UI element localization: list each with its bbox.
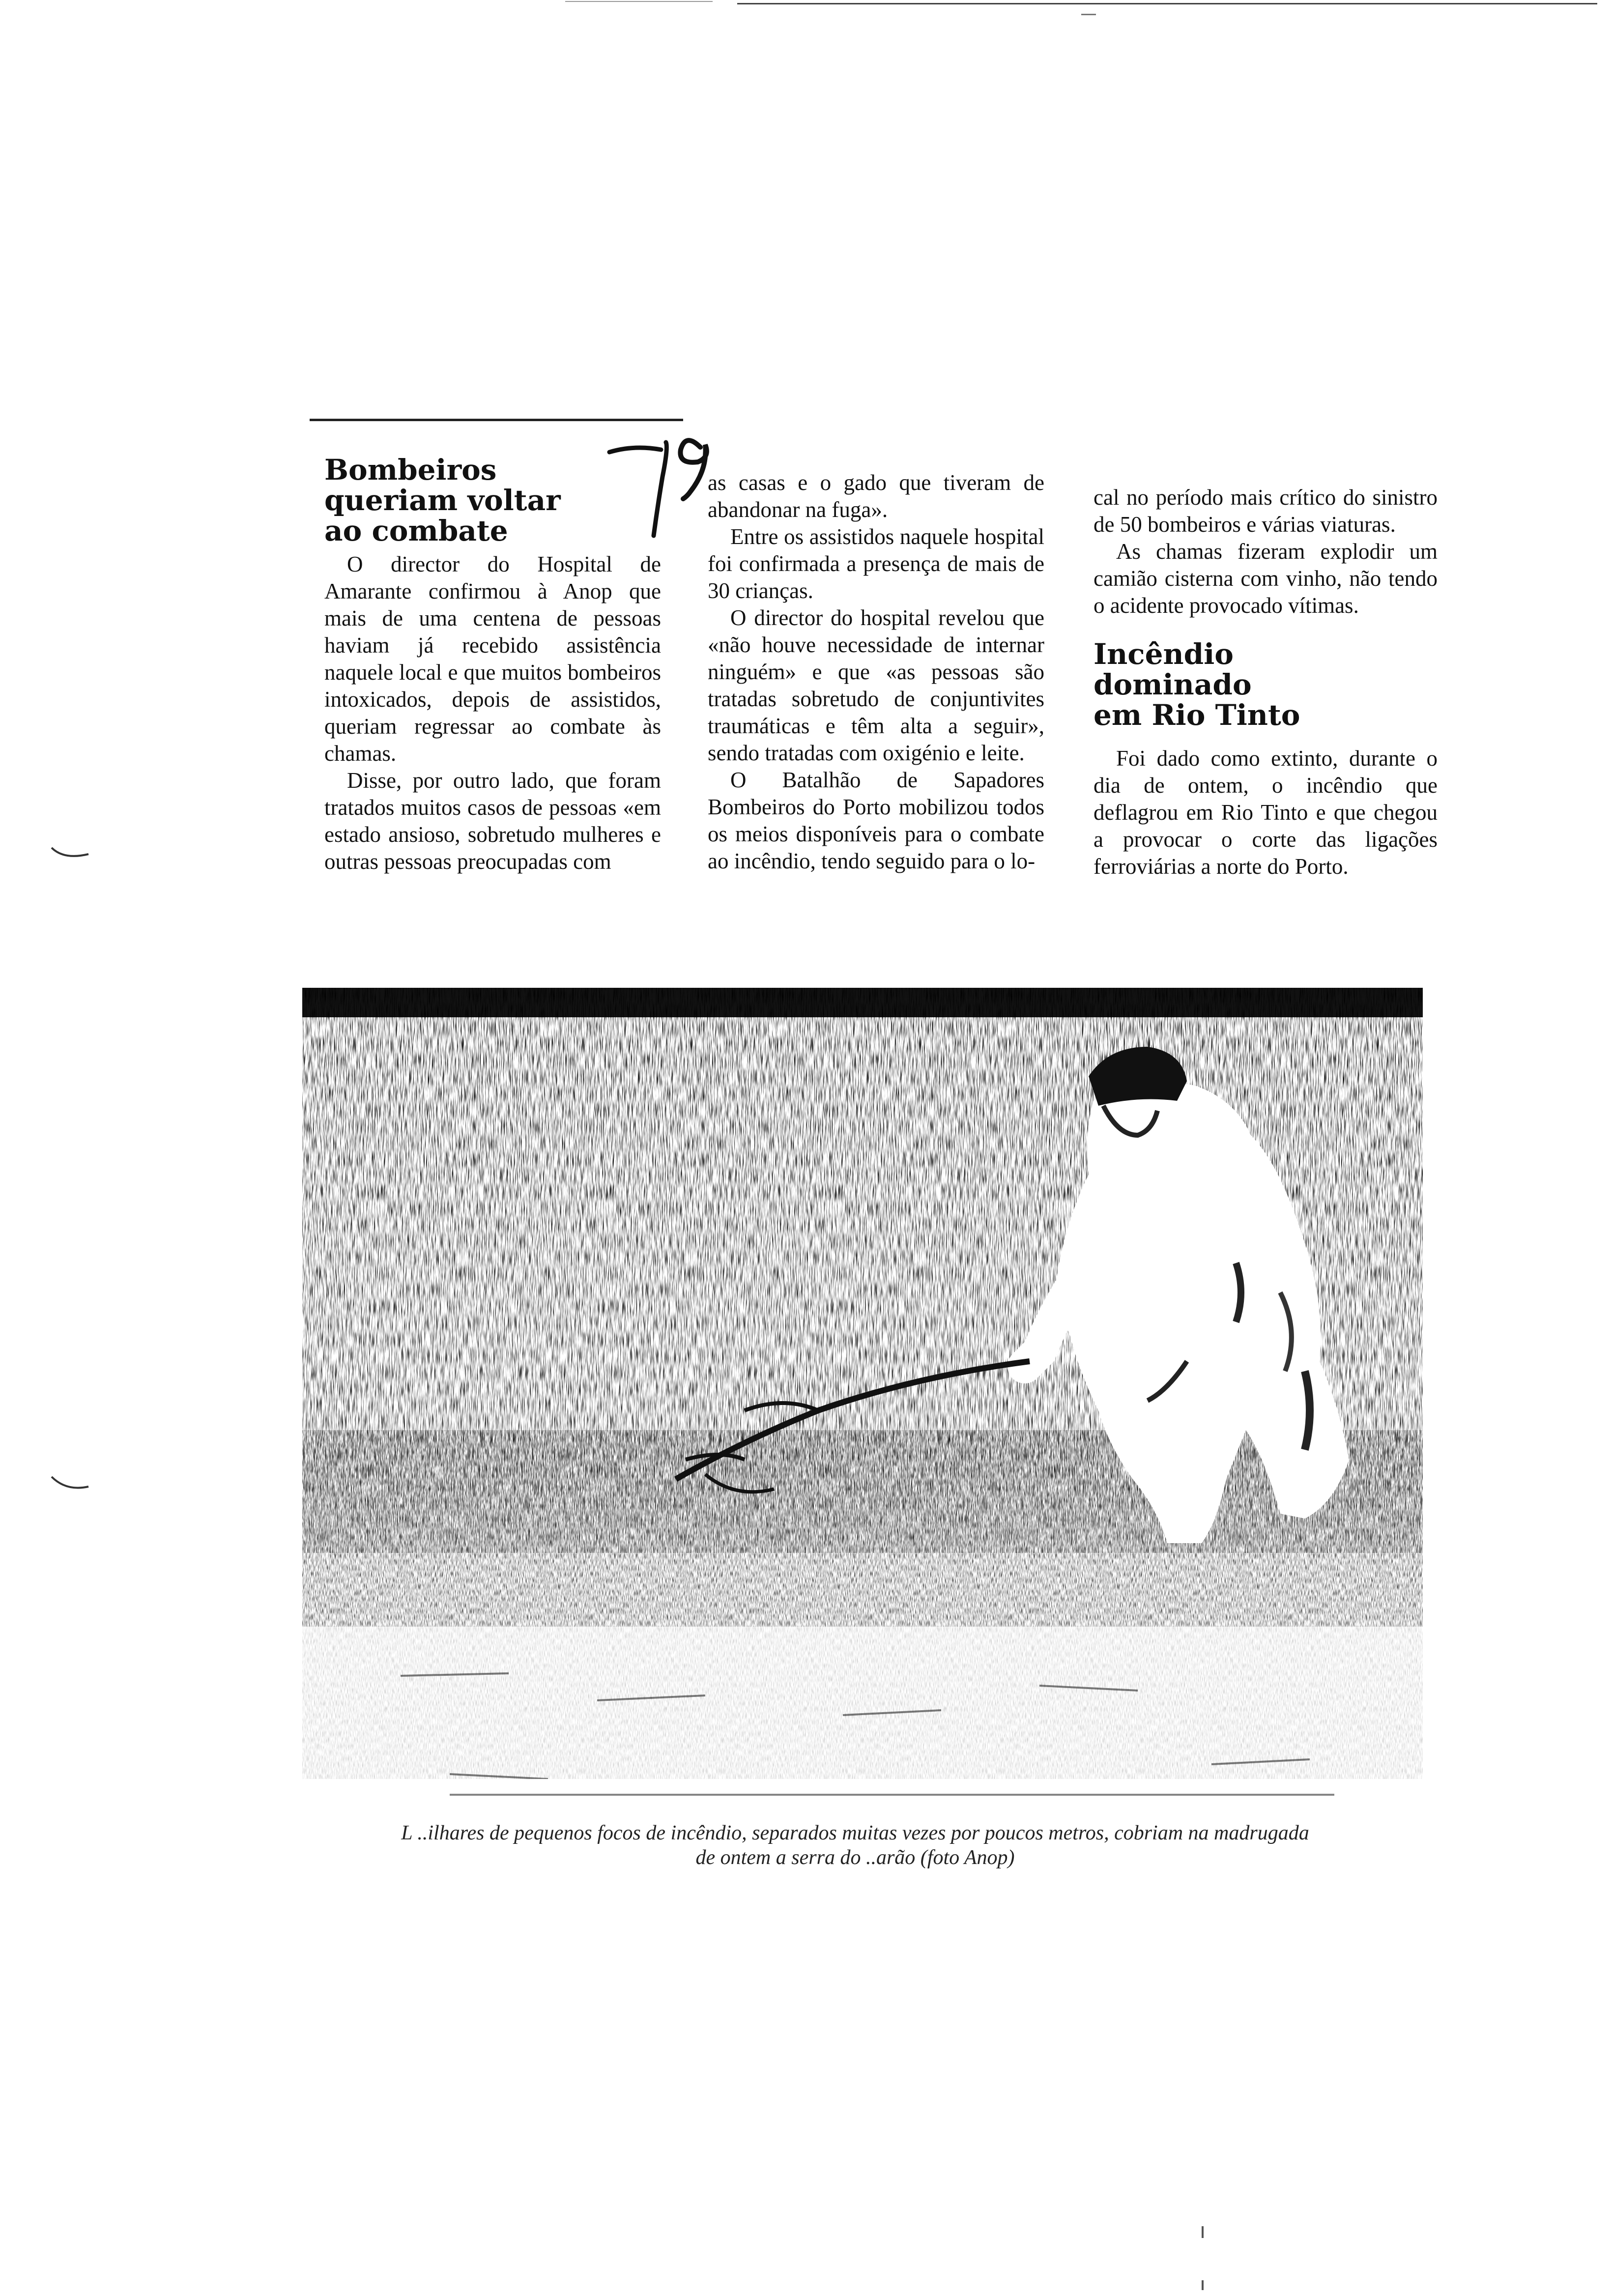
article-rule	[310, 419, 683, 421]
margin-mark	[49, 1474, 93, 1494]
headline-bombeiros	[324, 455, 661, 546]
caption-line: de ontem a serra do ..arão (foto Anop)	[695, 1846, 1015, 1869]
paragraph: As chamas fizeram explodir um camião cisterna com vinho, não tendo o acidente provocado vítimas.	[1094, 539, 1438, 618]
paragraph: O director do Hospital de Amarante confirmou à Anop que mais de uma centena de pessoas haviam já recebido assistência naquele local e que muitos bombeiros intoxicados, depois de assistidos, queriam regressar ao combate às chamas.	[324, 552, 661, 766]
paragraph: Foi dado como extinto, durante o dia de ontem, o incêndio que deflagrou em Rio Tinto e que chegou a provocar o corte das ligações ferroviárias a norte do Porto.	[1094, 746, 1438, 879]
paragraph: Disse, por outro lado, que foram tratados muitos casos de pessoas «em estado ansioso, sobretudo mulheres e outras pessoas preocupadas com	[324, 768, 661, 874]
paragraph: Entre os assistidos naquele hospital foi confirmada a presença de mais de 30 crianças.	[708, 524, 1044, 603]
headline-line: Bombeiros	[324, 453, 497, 487]
headline-line: ao combate	[324, 514, 508, 547]
paragraph: as casas e o gado que tiveram de abandonar na fuga».	[708, 470, 1044, 522]
photo-image	[302, 988, 1423, 1818]
paragraph: O director do hospital revelou que «não houve necessidade de internar ninguém» e que «as pessoas são tratadas sobretudo de conjuntivites traumáticas e têm alta a seguir», sendo tratadas com oxigénio e leite.	[708, 605, 1044, 765]
paragraph: O Batalhão de Sapadores Bombeiros do Porto mobilizou todos os meios disponíveis para o combate ao incêndio, tendo seguido para o lo-	[708, 768, 1044, 873]
photo-caption	[275, 1821, 1435, 1870]
margin-mark	[49, 845, 93, 865]
scan-edge-tick	[1081, 14, 1096, 15]
news-photo	[302, 988, 1423, 1818]
article-column-1	[324, 455, 661, 875]
paragraph: cal no período mais crítico do sinistro de 50 bombeiros e várias viaturas.	[1094, 485, 1438, 537]
headline-incendio	[1094, 639, 1438, 730]
scan-speck	[1202, 2226, 1204, 2238]
article-column-2	[708, 469, 1044, 875]
scan-speck	[1202, 2280, 1204, 2290]
article-column-3	[1094, 484, 1438, 880]
headline-line: Incêndio	[1094, 637, 1234, 671]
scan-edge-line	[565, 1, 713, 2]
headline-line: dominado	[1094, 668, 1252, 701]
caption-line: L ..ilhares de pequenos focos de incêndio, separados muitas vezes por poucos metros, cobriam na madrugada	[401, 1822, 1309, 1844]
headline-line: queriam voltar	[324, 484, 561, 517]
scan-edge-line	[737, 3, 1597, 4]
headline-line: em Rio Tinto	[1094, 698, 1300, 732]
